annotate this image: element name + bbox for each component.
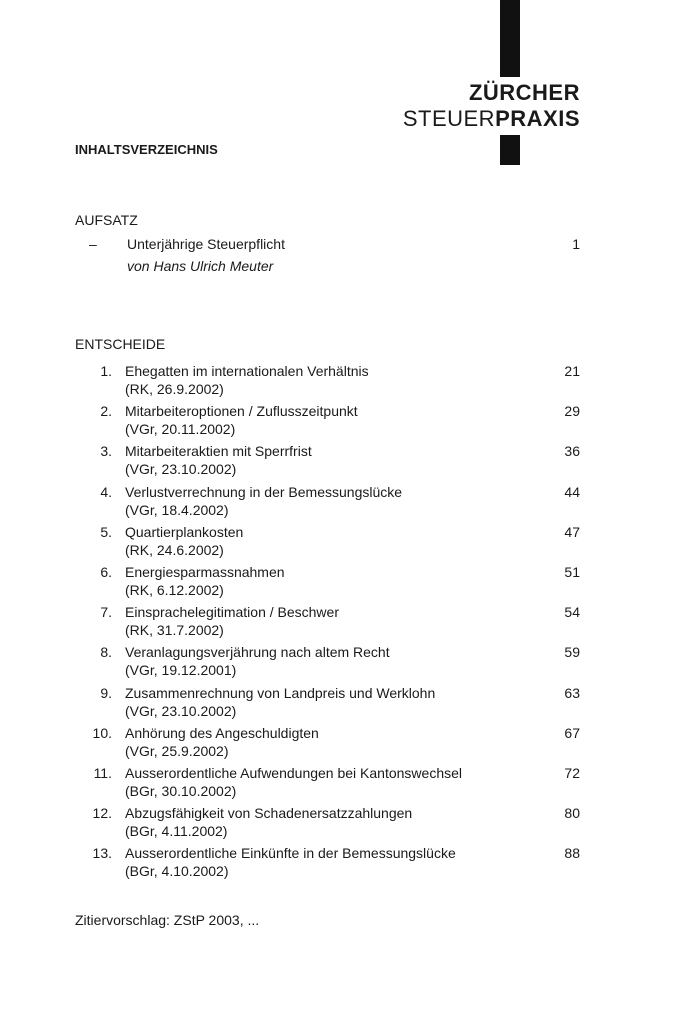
entry-court-date: (BGr, 30.10.2002) (125, 782, 237, 799)
decisions-heading: ENTSCHEIDE (75, 336, 166, 352)
entry-page-number: 59 (564, 644, 580, 661)
entry-court-date: (BGr, 4.10.2002) (125, 863, 229, 880)
entry-page-number: 54 (564, 604, 580, 621)
entry-number: 9. (100, 684, 112, 701)
entry-title: Ausserordentliche Einkünfte in der Bemessungslücke (125, 845, 456, 862)
decision-entry (75, 483, 580, 523)
entry-page-number: 44 (564, 483, 580, 500)
decision-entry (75, 684, 580, 724)
entry-page-number: 88 (564, 845, 580, 862)
entry-court-date: (VGr, 25.9.2002) (125, 742, 229, 759)
entry-page-number: 21 (564, 363, 580, 379)
essay-dash: – (89, 236, 97, 252)
brand-title-line1: ZÜRCHER (468, 80, 580, 105)
entry-number: 10. (92, 724, 112, 741)
entry-number: 1. (100, 363, 112, 379)
entry-page-number: 63 (564, 684, 580, 701)
entry-number: 5. (100, 523, 112, 540)
decision-entry (75, 844, 580, 884)
entry-title: Mitarbeiteraktien mit Sperrfrist (125, 443, 312, 460)
entry-number: 12. (92, 805, 112, 822)
entry-court-date: (VGr, 20.11.2002) (125, 421, 236, 438)
entry-court-date: (BGr, 4.11.2002) (125, 823, 228, 840)
brand-title-line2 (403, 106, 580, 132)
essay-author: von Hans Ulrich Meuter (127, 258, 274, 274)
decision-entry (75, 563, 580, 603)
entry-court-date: (RK, 24.6.2002) (125, 541, 224, 558)
citation-suggestion: Zitiervorschlag: ZStP 2003, ... (75, 912, 260, 928)
entry-court-date: (RK, 6.12.2002) (125, 581, 224, 598)
entry-number: 7. (100, 604, 112, 621)
essay-page-number: 1 (572, 236, 580, 252)
entry-number: 13. (92, 845, 112, 862)
entry-court-date: (VGr, 23.10.2002) (125, 702, 237, 719)
entry-court-date: (VGr, 23.10.2002) (125, 461, 237, 478)
decision-entry (75, 362, 580, 402)
decision-entry (75, 764, 580, 804)
entry-number: 4. (100, 483, 112, 500)
essay-heading: AUFSATZ (75, 212, 138, 228)
entry-page-number: 67 (564, 724, 580, 741)
entry-number: 6. (100, 563, 112, 580)
decision-entry (75, 804, 580, 844)
entry-court-date: (VGr, 18.4.2002) (125, 501, 229, 518)
entry-number: 11. (93, 764, 112, 781)
decisions-list (75, 362, 580, 884)
entry-page-number: 36 (564, 443, 580, 460)
brand-title-plain: STEUER (402, 106, 496, 131)
entry-page-number: 80 (564, 805, 580, 822)
entry-title: Mitarbeiteroptionen / Zuflusszeitpunkt (125, 403, 358, 420)
essay-entry (75, 236, 580, 274)
entry-page-number: 47 (564, 523, 580, 540)
entry-title: Anhörung des Angeschuldigten (125, 724, 319, 741)
entry-page-number: 51 (564, 563, 580, 580)
entry-title: Einsprachelegitimation / Beschwer (125, 604, 339, 621)
decision-entry (75, 442, 580, 482)
entry-title: Abzugsfähigkeit von Schadenersatzzahlungen (125, 805, 413, 822)
entry-court-date: (VGr, 19.12.2001) (125, 662, 237, 679)
entry-title: Quartierplankosten (125, 523, 244, 540)
decision-entry (75, 724, 580, 764)
entry-number: 3. (100, 443, 112, 460)
entry-page-number: 29 (564, 403, 580, 420)
brand-bar-bottom (500, 135, 520, 165)
entry-number: 2. (100, 403, 112, 420)
decision-entry (75, 402, 580, 442)
brand-title-bold: PRAXIS (495, 106, 580, 131)
entry-title: Ausserordentliche Aufwendungen bei Kantonswechsel (125, 764, 463, 781)
entry-number: 8. (100, 644, 112, 661)
entry-title: Ehegatten im internationalen Verhältnis (125, 363, 369, 379)
entry-court-date: (RK, 31.7.2002) (125, 622, 224, 639)
decision-entry (75, 603, 580, 643)
decision-entry (75, 523, 580, 563)
entry-court-date: (RK, 26.9.2002) (125, 381, 224, 397)
essay-title: Unterjährige Steuerpflicht (127, 236, 285, 252)
decision-entry (75, 643, 580, 683)
entry-title: Zusammenrechnung von Landpreis und Werklohn (125, 684, 436, 701)
brand-bar-top (500, 0, 520, 77)
entry-page-number: 72 (564, 764, 580, 781)
entry-title: Energiesparmassnahmen (125, 563, 285, 580)
entry-title: Verlustverrechnung in der Bemessungslücke (125, 483, 403, 500)
toc-title: INHALTSVERZEICHNIS (75, 142, 218, 157)
entry-title: Veranlagungsverjährung nach altem Recht (125, 644, 390, 661)
